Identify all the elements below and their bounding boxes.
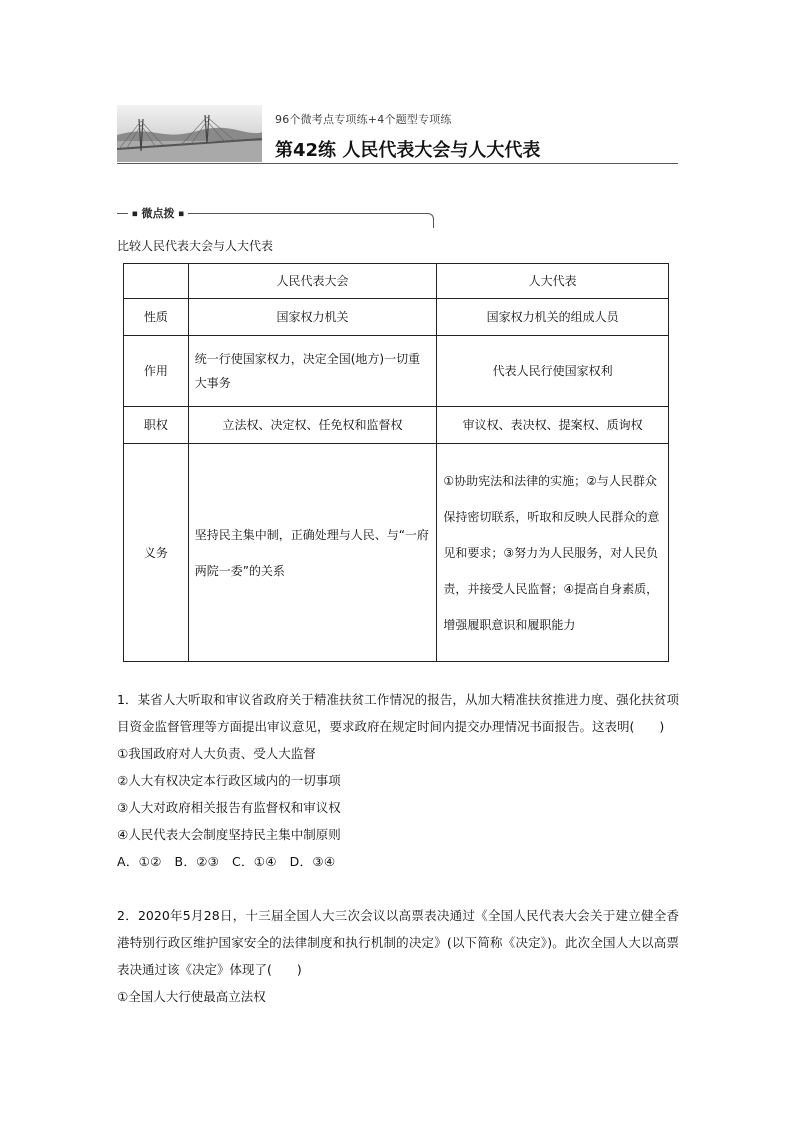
question-2: [117, 902, 679, 1010]
table-cell: 代表人民行使国家权利: [437, 336, 669, 407]
table-header-row: [124, 264, 669, 299]
row-label: 作用: [124, 336, 189, 407]
table-cell: 审议权、表决权、提案权、质询权: [437, 407, 669, 444]
header-divider: [117, 163, 678, 164]
question-item: ①我国政府对人大负责、受人大监督: [117, 746, 316, 761]
section-intro: 比较人民代表大会与人大代表: [117, 239, 274, 253]
table-cell: ①协助宪法和法律的实施；②与人民群众保持密切联系，听取和反映人民群众的意见和要求；③努力为人民服务，对人民负责，并接受人民监督；④提高自身素质，增强履职意识和履职能力: [437, 444, 669, 662]
answer-options: A．①② B．②③ C．①④ D．③④: [117, 854, 336, 869]
question-item: ③人大对政府相关报告有监督权和审议权: [117, 800, 341, 815]
table-cell: 统一行使国家权力，决定全国(地方)一切重大事务: [188, 336, 437, 407]
question-1: [117, 686, 679, 875]
table-row: [124, 336, 669, 407]
question-item: ②人大有权决定本行政区域内的一切事项: [117, 773, 341, 788]
question-stem: 1．某省人大听取和审议省政府关于精准扶贫工作情况的报告，从加大精准扶贫推进力度、强化扶贫项目资金监督管理等方面提出审议意见，要求政府在规定时间内提交办理情况书面报告。这表明( ): [117, 692, 679, 734]
comparison-table: [123, 263, 669, 662]
table-header-cell: 人大代表: [437, 264, 669, 299]
question-stem: 2．2020年5月28日，十三届全国人大三次会议以高票表决通过《全国人民代表大会关于建立健全香港特别行政区维护国家安全的法律制度和执行机制的决定》(以下简称《决定》)。此次全国人大以高票表决通过该《决定》体现了( ): [117, 908, 679, 977]
table-cell: 国家权力机关的组成人员: [437, 299, 669, 336]
page-title: 第42练 人民代表大会与人大代表: [275, 140, 541, 161]
table-row: [124, 299, 669, 336]
square-bullet-icon: ■: [132, 210, 138, 218]
table-cell: 立法权、决定权、任免权和监督权: [188, 407, 437, 444]
table-header-cell: 人民代表大会: [188, 264, 437, 299]
table-row: [124, 444, 669, 662]
table-row: [124, 407, 669, 444]
question-item: ④人民代表大会制度坚持民主集中制原则: [117, 827, 341, 842]
section-tag-text: 微点拨: [141, 207, 175, 220]
table-cell: 坚持民主集中制，正确处理与人民、与“一府两院一委”的关系: [188, 444, 437, 662]
row-label: 性质: [124, 299, 189, 336]
question-item: ①全国人大行使最高立法权: [117, 989, 266, 1004]
header-bridge-image: [117, 105, 262, 162]
square-bullet-icon: ■: [178, 210, 185, 218]
series-title: 96个微考点专项练+4个题型专项练: [275, 113, 452, 126]
table-header-cell: [124, 264, 189, 299]
section-tag: [128, 205, 188, 221]
table-cell: 国家权力机关: [188, 299, 437, 336]
row-label: 义务: [124, 444, 189, 662]
row-label: 职权: [124, 407, 189, 444]
